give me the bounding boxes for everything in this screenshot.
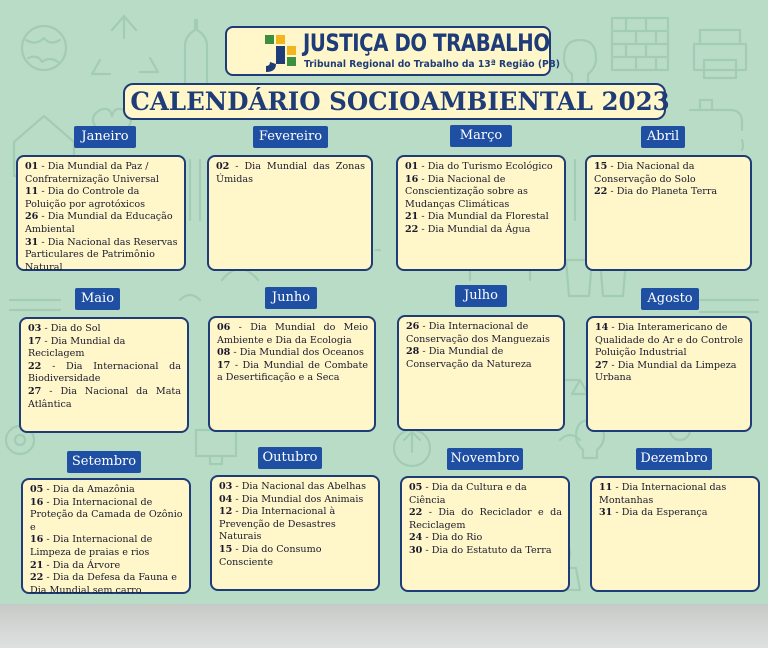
list-item: 11 - Dia Internacional das Montanhas (599, 482, 727, 506)
list-item: 16 - Dia Internacional de Proteção da Camada de Ozônio e (30, 496, 183, 533)
event-list (405, 161, 558, 237)
month-tab-dezembro: Dezembro (636, 448, 712, 470)
month-tab-outubro: Outubro (258, 447, 322, 469)
list-item: 21 - Dia Mundial da Florestal (405, 211, 549, 223)
month-card-dezembro (590, 476, 760, 592)
month-tab-junho: Junho (265, 287, 317, 309)
event-list (30, 484, 183, 597)
list-item: 31 - Dia da Esperança (599, 507, 708, 519)
org-name: JUSTIÇA DO TRABALHO (303, 29, 550, 57)
event-list (219, 481, 372, 569)
event-list (409, 482, 562, 558)
list-item: 26 - Dia Internacional de Conservação dos Manguezais (406, 321, 550, 345)
org-subtitle: Tribunal Regional do Trabalho da 13ª Região (PB) (304, 59, 561, 70)
month-tab-setembro: Setembro (67, 451, 141, 473)
month-tab-abril: Abril (641, 126, 685, 148)
list-item: 22 - Dia do Planeta Terra (594, 186, 718, 198)
event-list (595, 322, 744, 385)
list-item: 17 - Dia Mundial de Combate a Desertificação e a Seca (217, 359, 369, 384)
list-item: 12 - Dia Internacional à Prevenção de Desastres Naturais (219, 506, 336, 543)
event-list (28, 323, 181, 411)
month-tab-agosto: Agosto (641, 288, 699, 310)
month-tab-maio: Maio (75, 288, 120, 310)
list-item: 15 - Dia Nacional da Conservação do Solo (594, 161, 696, 185)
month-tab-marco: Março (450, 125, 512, 147)
event-list (217, 322, 368, 385)
event-list (594, 161, 744, 199)
month-card-setembro (21, 478, 191, 594)
list-item: 17 - Dia Mundial da Reciclagem (28, 335, 126, 360)
list-item: 01 - Dia Mundial da Paz / Confraternização Universal (25, 161, 159, 185)
list-item: 24 - Dia do Rio (409, 532, 483, 544)
list-item: 31 - Dia Nacional das Reservas Particulares de Patrimônio Natural (25, 236, 178, 273)
month-card-julho (397, 315, 565, 431)
list-item: 22 - Dia Mundial da Água (405, 223, 531, 235)
list-item: 27 - Dia Mundial da Limpeza Urbana (595, 359, 737, 384)
monitor-icon (196, 430, 236, 464)
list-item: 06 - Dia Mundial do Meio Ambiente e Dia da Ecologia (217, 322, 369, 346)
list-item: 16 - Dia Internacional de Limpeza de praias e rios (30, 534, 153, 558)
month-card-abril (585, 155, 752, 271)
title-banner (123, 83, 670, 120)
recycle-circle-icon (394, 430, 430, 466)
logo-banner (225, 26, 561, 76)
recycle-icon (92, 16, 158, 74)
brick-wall-icon (612, 18, 668, 70)
list-item: 28 - Dia Mundial de Conservação da Natureza (406, 346, 532, 370)
month-card-janeiro (16, 155, 186, 271)
page-title: CALENDÁRIO SOCIOAMBIENTAL 2023 (130, 87, 670, 116)
month-tab-julho: Julho (455, 285, 507, 307)
month-card-marco (396, 155, 566, 271)
page-shadow (0, 604, 768, 648)
list-item: 26 - Dia Mundial da Educação Ambiental (25, 211, 173, 235)
month-tab-janeiro: Janeiro (74, 126, 136, 148)
list-item: 11 - Dia do Controle da Poluição por agrotóxicos (25, 186, 146, 210)
month-tab-fevereiro: Fevereiro (253, 126, 328, 148)
list-item: 15 - Dia do Consumo Consciente (219, 543, 322, 568)
month-card-junho (208, 316, 376, 432)
month-card-agosto (586, 316, 752, 432)
list-item: 03 - Dia do Sol (28, 323, 101, 334)
event-list (599, 482, 752, 520)
faucet-icon (690, 100, 743, 150)
list-item: 22 - Dia do Reciclador e da Reciclagem (409, 507, 562, 531)
bottle-icon (185, 20, 207, 86)
justica-do-trabalho-logo-icon (261, 31, 301, 73)
list-item: 16 - Dia Nacional de Conscientização sobre as Mudanças Climáticas (405, 173, 528, 210)
list-item: 02 - Dia Mundial das Zonas Úmidas (216, 161, 366, 185)
list-item: 04 - Dia Mundial dos Animais (219, 493, 364, 505)
event-list (25, 161, 178, 274)
list-item: 22 - Dia Internacional da Biodiversidade (28, 360, 181, 385)
list-item: 05 - Dia da Cultura e da Ciência (409, 482, 527, 506)
list-item: 27 - Dia Nacional da Mata Atlântica (28, 385, 182, 410)
list-item: 05 - Dia da Amazônia (30, 484, 135, 495)
list-item: 21 - Dia da Árvore (30, 559, 121, 571)
list-item: 14 - Dia Interamericano de Qualidade do Ar e do Controle Poluição Industrial (595, 322, 744, 359)
list-item: 01 - Dia do Turismo Ecológico (405, 161, 553, 172)
list-item: 22 - Dia da Defesa da Fauna e Dia Mundial sem carro (30, 572, 177, 596)
event-list (216, 161, 365, 186)
month-card-outubro (210, 475, 380, 591)
list-item: 30 - Dia do Estatuto da Terra (409, 544, 552, 556)
globe-icon (22, 26, 66, 70)
month-card-fevereiro (207, 155, 373, 271)
month-tab-novembro: Novembro (447, 448, 523, 470)
printer-icon (694, 30, 746, 78)
month-card-novembro (400, 476, 570, 592)
list-item: 08 - Dia Mundial dos Oceanos (217, 347, 364, 359)
list-item: 03 - Dia Nacional das Abelhas (219, 481, 367, 492)
event-list (406, 321, 557, 371)
month-card-maio (19, 317, 189, 433)
